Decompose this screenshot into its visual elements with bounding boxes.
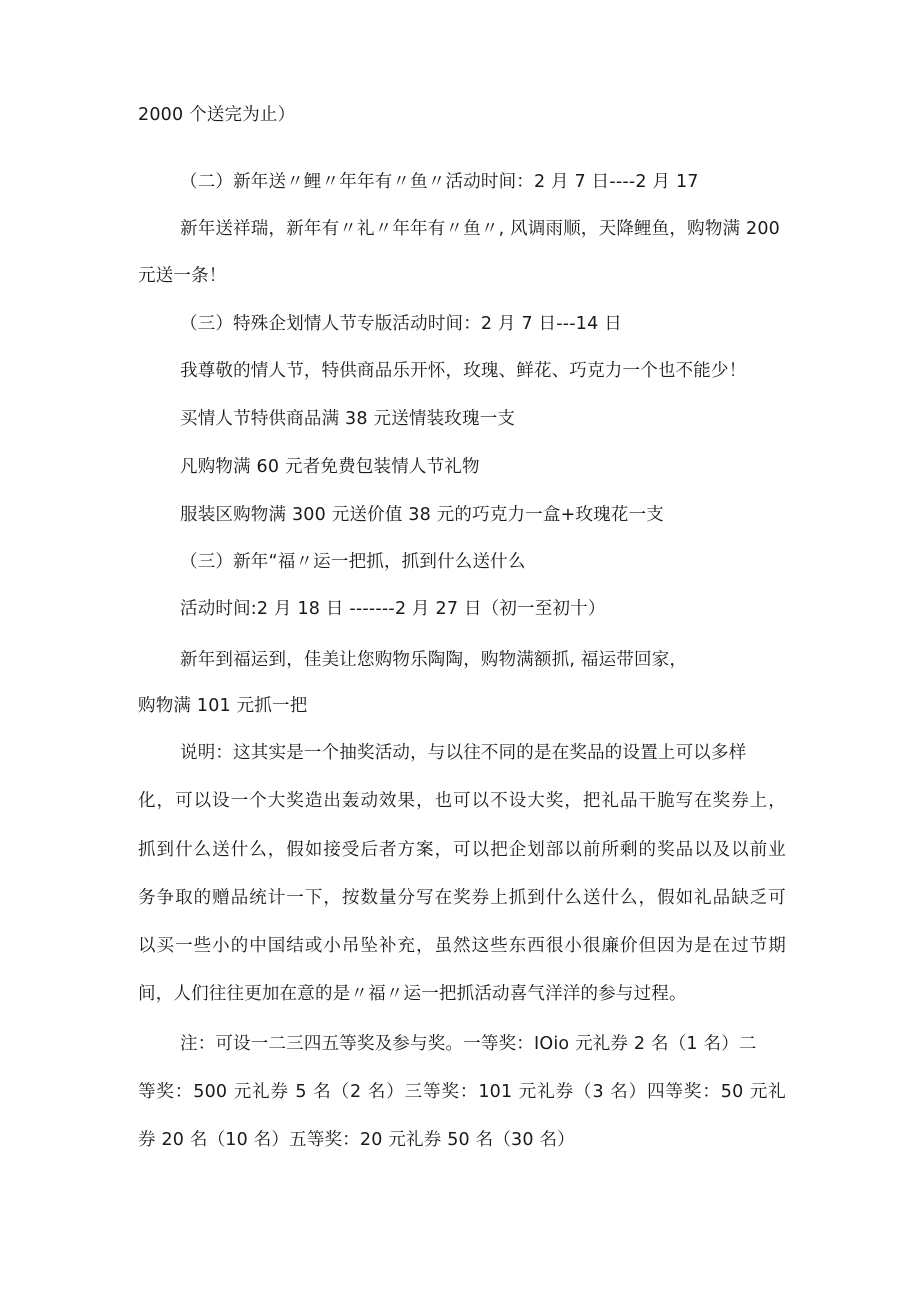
text-line-13: 购物满 101 元抓一把: [138, 696, 308, 716]
text-line-3: 新年送祥瑞，新年有〃礼〃年年有〃鱼〃, 风调雨顺，天降鲤鱼，购物满 200: [180, 219, 780, 239]
note-line-20: 注：可设一二三四五等奖及参与奖。一等奖：IOio 元礼券 2 名（1 名）二: [180, 1034, 757, 1054]
paragraph-line-14: 说明：这其实是一个抽奖活动，与以往不同的是在奖品的设置上可以多样: [180, 743, 747, 763]
text-line-8: 凡购物满 60 元者免费包装情人节礼物: [180, 457, 480, 477]
paragraph-line-17: 务争取的赠品统计一下，按数量分写在奖券上抓到什么送什么，假如礼品缺乏可: [138, 888, 786, 908]
section-heading-2: （二）新年送〃鲤〃年年有〃鱼〃活动时间：2 月 7 日----2 月 17: [180, 172, 699, 192]
text-line-9: 服装区购物满 300 元送价值 38 元的巧克力一盒+玫瑰花一支: [180, 505, 664, 525]
text-line-1: 2000 个送完为止）: [138, 105, 296, 125]
text-line-6: 我尊敬的情人节，特供商品乐开怀，玫瑰、鲜花、巧克力一个也不能少！: [180, 361, 747, 381]
section-heading-3: （三）特殊企划情人节专版活动时间：2 月 7 日---14 日: [180, 314, 622, 334]
text-line-4: 元送一条！: [138, 266, 227, 286]
paragraph-line-16: 抓到什么送什么，假如接受后者方案，可以把企划部以前所剩的奖品以及以前业: [138, 840, 786, 860]
text-line-7: 买情人节特供商品满 38 元送情装玫瑰一支: [180, 409, 516, 429]
text-line-11: 活动时间:2 月 18 日 -------2 月 27 日（初一至初十）: [180, 599, 606, 619]
paragraph-line-19: 间，人们往往更加在意的是〃福〃运一把抓活动喜气洋洋的参与过程。: [138, 984, 687, 1004]
paragraph-line-15: 化，可以设一个大奖造出轰动效果，也可以不设大奖，把礼品干脆写在奖券上，: [138, 791, 786, 811]
text-line-12: 新年到福运到，佳美让您购物乐陶陶，购物满额抓, 福运带回家，: [180, 650, 688, 670]
note-line-21: 等奖：500 元礼券 5 名（2 名）三等奖：101 元礼券（3 名）四等奖：50 元礼: [138, 1082, 786, 1102]
paragraph-line-18: 以买一些小的中国结或小吊坠补充，虽然这些东西很小很廉价但因为是在过节期: [138, 936, 786, 956]
note-line-22: 券 20 名（10 名）五等奖：20 元礼券 50 名（30 名）: [138, 1130, 575, 1150]
section-heading-4: （三）新年“福〃运一把抓，抓到什么送什么: [180, 552, 526, 572]
